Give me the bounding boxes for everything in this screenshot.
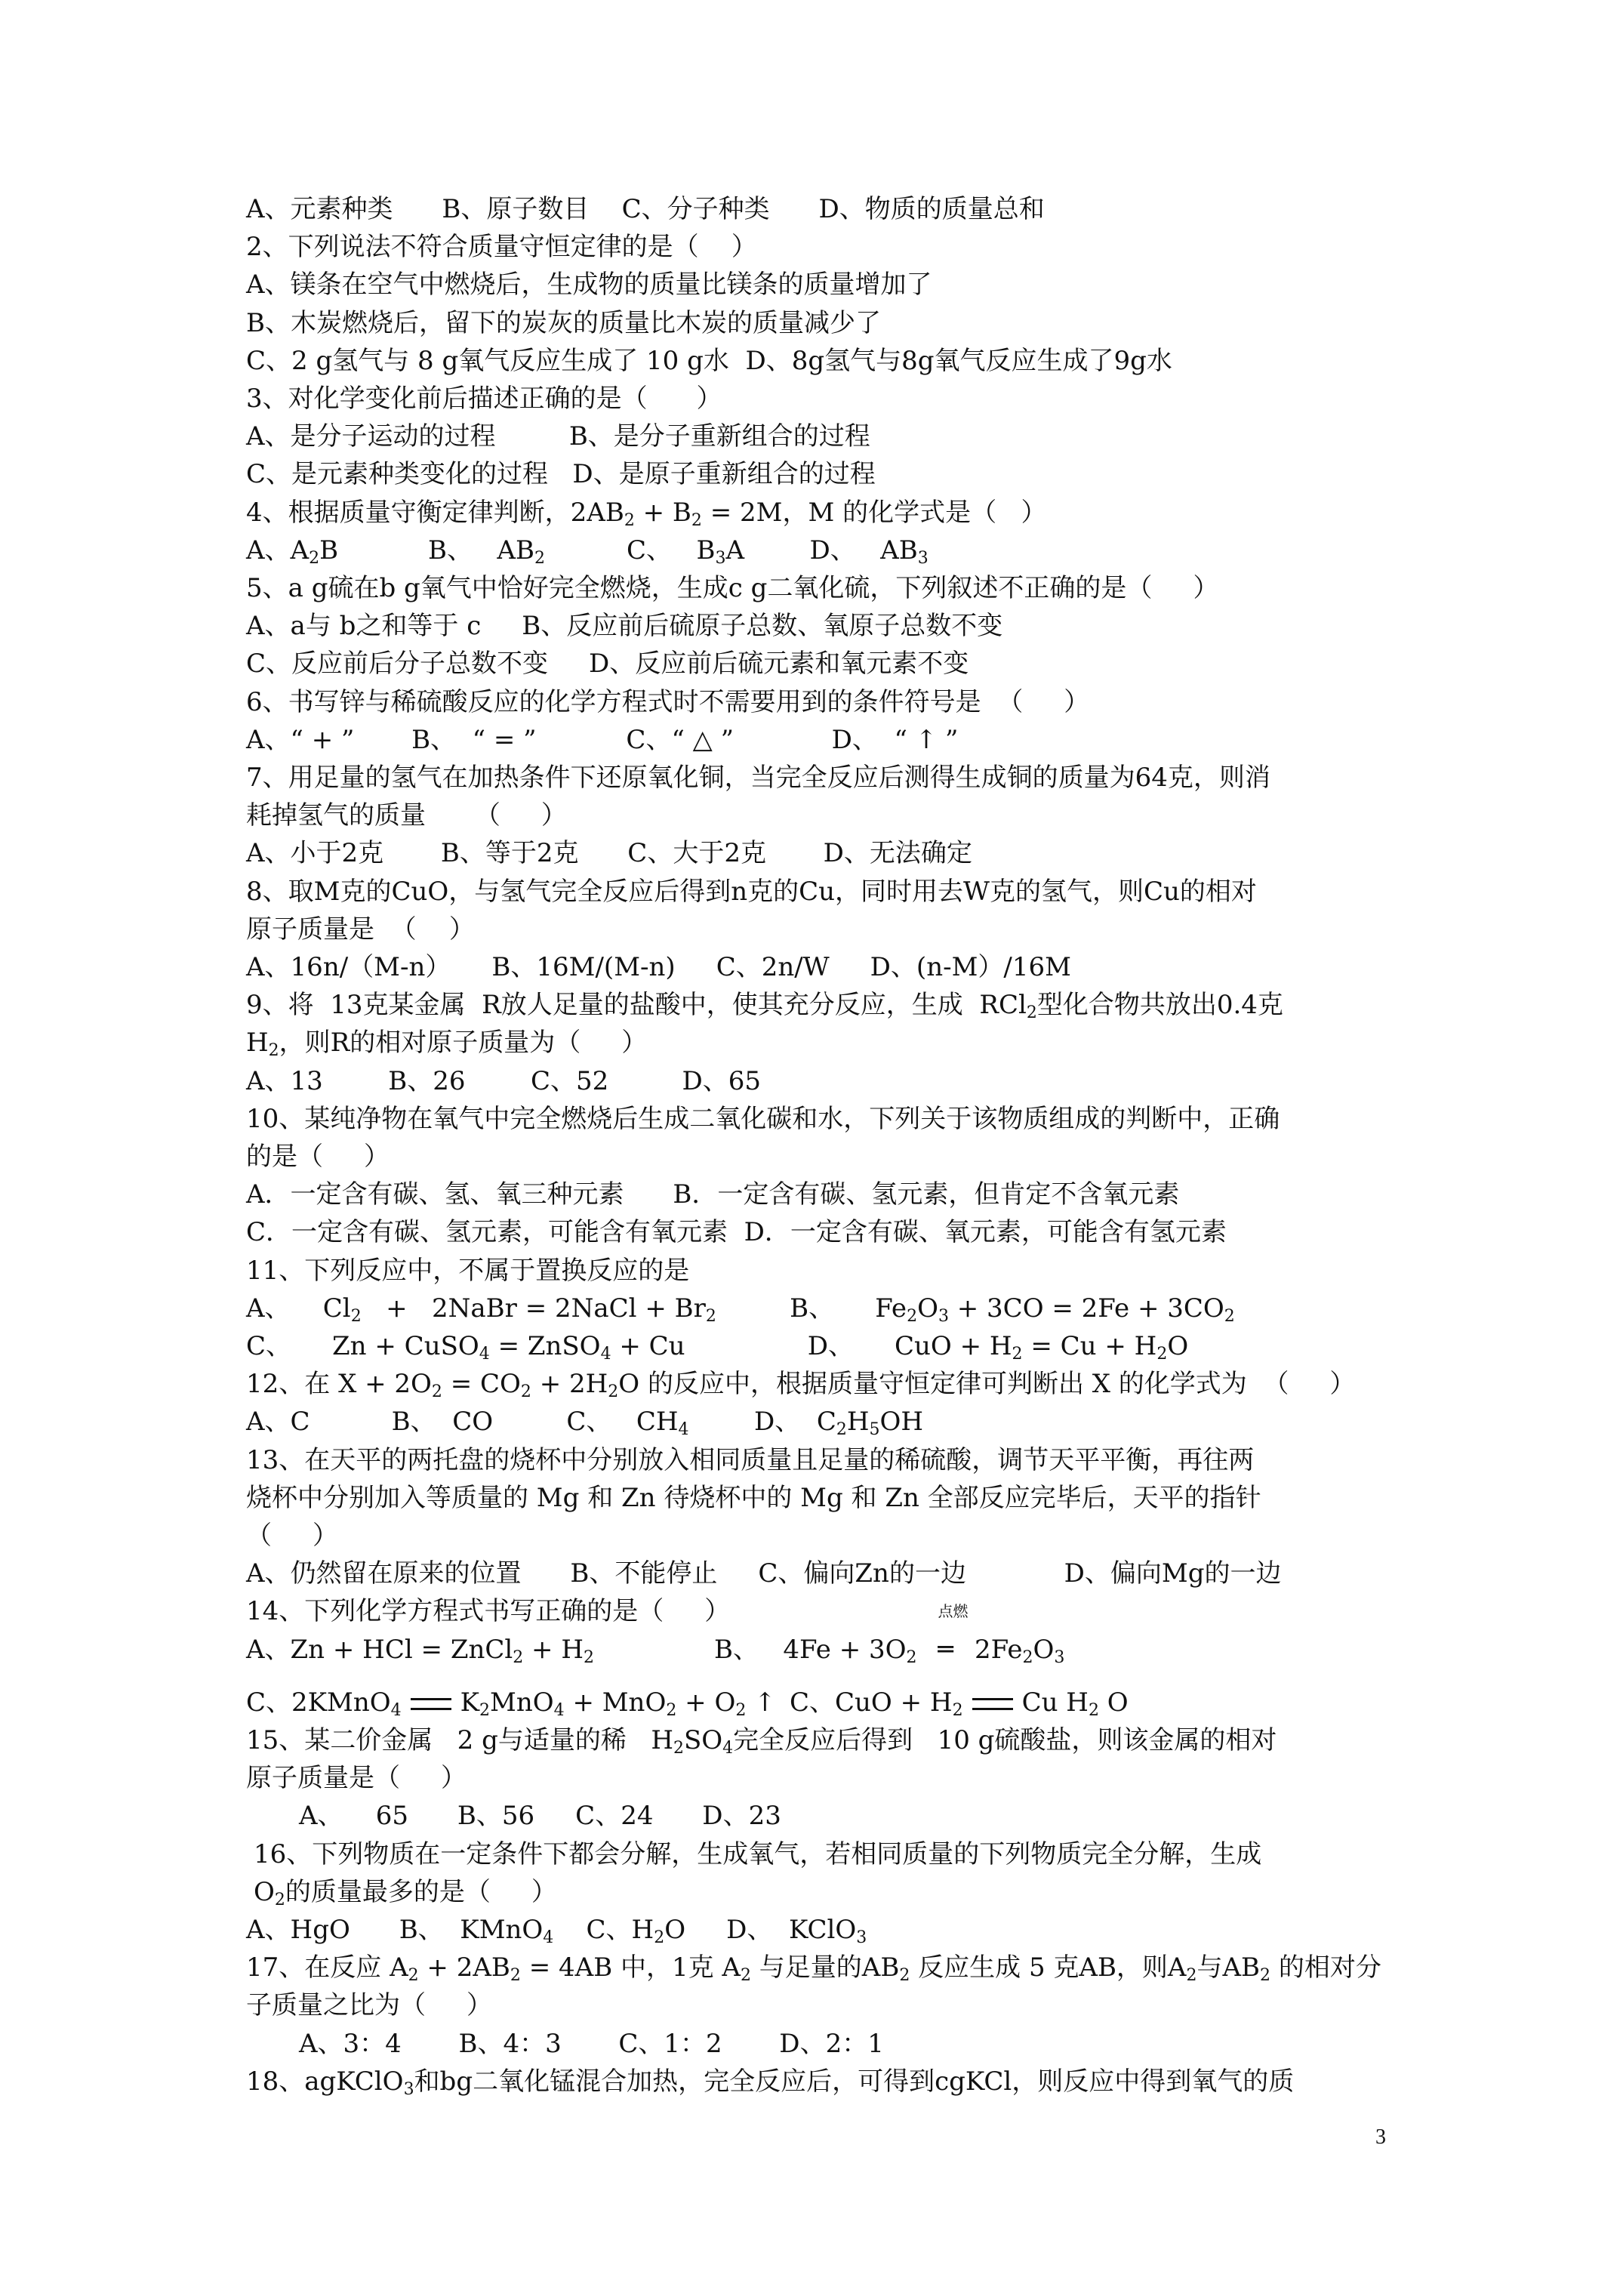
ignite-condition: 点燃: [938, 1601, 969, 1620]
text-line: 17、在反应 $A_2 + 2AB_2 = 4AB$ 中，1克 $A_2$ 与足量的$AB_2$ 反应生成 5 克AB，则$A_2$与$AB_2$ 的相对分: [246, 1952, 1381, 1986]
text-line: A、“ + ” B、 “ = ” C、“ △ ” D、 “ ↑ ”: [246, 724, 959, 755]
q14-option-b-rhs: $2Fe_2O_3$: [975, 1634, 1065, 1667]
text-line: A、 $Cl_2$ + 2NaBr = 2NaCl + $Br_2$ B、 $Fe_2O_3 + 3CO = 2Fe + 3CO_2$: [246, 1293, 1235, 1326]
text-line: 10、某纯净物在氧气中完全燃烧后生成二氧化碳和水，下列关于该物质组成的判断中，正确: [246, 1103, 1280, 1134]
q14-option-b: [714, 1601, 1065, 1670]
text-line: 9、将 13克某金属 R放人足量的盐酸中，使其充分反应，生成 RCl$_2$型化合物共放出0.4克: [246, 990, 1283, 1023]
text-line: C、反应前后分子总数不变 D、反应前后硫元素和氧元素不变: [246, 649, 969, 680]
text-line: 15、某二价金属 2 g与适量的稀 $H_2SO_4$完全反应后得到 10 g硫酸盐，则该金属的相对: [246, 1725, 1277, 1758]
text-line: 16、下列物质在一定条件下都会分解，生成氧气，若相同质量的下列物质完全分解，生成: [254, 1838, 1262, 1869]
text-line: 4、根据质量守衡定律判断，$2AB_2 + B_2 = 2M$，M 的化学式是（ ）: [246, 497, 1047, 530]
text-line: A、a与 b之和等于 c B、反应前后硫原子总数、氧原子总数不变: [246, 611, 1003, 642]
text-line: C、 Zn + CuSO$_4$ = ZnSO$_4$ + Cu D、 CuO + $H_2 = Cu + H_2O$: [246, 1331, 1189, 1364]
text-line: 耗掉氢气的质量 （ ）: [246, 800, 567, 831]
text-line: A．一定含有碳、氢、氧三种元素 B．一定含有碳、氢元素，但肯定不含氧元素: [246, 1179, 1180, 1210]
double-line-sign: [411, 1698, 451, 1710]
text-line: A、C B、 CO C、 $CH_4$ D、 $C_2H_5OH$: [246, 1407, 924, 1440]
page-number: 3: [1375, 2125, 1386, 2149]
text-line: A、小于2克 B、等于2克 C、大于2克 D、无法确定: [246, 838, 972, 869]
text-line: 2、下列说法不符合质量守恒定律的是（ ）: [246, 232, 757, 263]
text-line: 14、下列化学方程式书写正确的是（ ）: [246, 1596, 731, 1627]
q14-option-c: [246, 1687, 776, 1718]
text-line: 的是（ ）: [246, 1142, 390, 1172]
text-line: C、2 g氢气与 8 g氧气反应生成了 10 g水 D、8g氢气与8g氧气反应生成了9g水: [246, 345, 1172, 376]
text-line: 6、书写锌与稀硫酸反应的化学方程式时不需要用到的条件符号是 （ ）: [246, 686, 1090, 717]
text-line: 11、下列反应中，不属于置换反应的是: [246, 1255, 690, 1286]
text-line: 5、a g硫在b g氧气中恰好完全燃烧，生成c g二氧化硫，下列叙述不正确的是（ ）: [246, 573, 1219, 603]
text-line: 子质量之比为（ ）: [246, 1990, 493, 2021]
q14-option-d-lhs: C、CuO + $H_2$: [790, 1687, 963, 1720]
equal-sign: ═: [938, 1634, 953, 1665]
text-line: A、3：4 B、4：3 C、1：2 D、2：1: [299, 2028, 884, 2059]
q14-option-c-rhs: $K_2MnO_4 + MnO_2 + O_2$ ↑: [460, 1687, 776, 1720]
text-line: 7、用足量的氢气在加热条件下还原氧化铜，当完全反应后测得生成铜的质量为64克，则消: [246, 763, 1270, 793]
text-line: 原子质量是 （ ）: [246, 914, 475, 945]
q14-row-cd: [246, 1682, 1129, 1723]
text-line: 8、取M克的CuO，与氢气完全反应后得到n克的Cu，同时用去W克的氢气，则Cu的相对: [246, 876, 1257, 907]
text-line: 烧杯中分别加入等质量的 Mg 和 Zn 待烧杯中的 Mg 和 Zn 全部反应完毕后，天平的指针: [246, 1482, 1261, 1513]
q14-option-d-rhs: Cu $H_2$ O: [1021, 1687, 1129, 1720]
text-line: 原子质量是（ ）: [246, 1763, 467, 1794]
text-line: A、13 B、26 C、52 D、65: [246, 1065, 762, 1096]
q14-option-c-lhs: C、2KMnO$_4$: [246, 1687, 402, 1720]
text-line: （ ）: [246, 1521, 339, 1551]
q14-option-a: A、Zn + HCl = ZnCl$_2$ + $H_2$: [246, 1634, 594, 1667]
text-line: A、镁条在空气中燃烧后，生成物的质量比镁条的质量增加了: [246, 270, 932, 300]
text-line: 18、agKClO$_3$和bg二氧化锰混合加热，完全反应后，可得到cgKCl，则反应中得到氧气的质: [246, 2066, 1295, 2099]
text-line: 12、在 $X + 2O_2 = CO_2 + 2H_2O$ 的反应中，根据质量守恒定律可判断出 X 的化学式为 （ ）: [246, 1369, 1356, 1402]
text-line: A、是分子运动的过程 B、是分子重新组合的过程: [246, 421, 870, 452]
text-line: A、$A_2B$ B、 $AB_2$ C、 $B_3A$ D、 $AB_3$: [246, 535, 929, 568]
text-line: 3、对化学变化前后描述正确的是（ ）: [246, 384, 722, 414]
q14-option-d: [790, 1682, 1129, 1723]
q14-option-b-lhs: B、 $4Fe + 3O_2$: [714, 1634, 917, 1667]
text-line: A、HgO B、 KMnO$_4$ C、$H_2O$ D、 KClO$_3$: [246, 1915, 867, 1947]
text-line: $O_2$的质量最多的是（ ）: [254, 1876, 557, 1909]
text-line: A、仍然留在原来的位置 B、不能停止 C、偏向Zn的一边 D、偏向Mg的一边: [246, 1558, 1282, 1589]
double-line-sign: [972, 1698, 1013, 1710]
text-line: 13、在天平的两托盘的烧杯中分别放入相同质量且足量的稀硫酸，调节天平平衡，再往两: [246, 1444, 1255, 1475]
text-line: B、木炭燃烧后，留下的炭灰的质量比木炭的质量减少了: [246, 307, 881, 338]
text-line: C．一定含有碳、氢元素，可能含有氧元素 D．一定含有碳、氧元素，可能含有氢元素: [246, 1217, 1227, 1248]
text-line: C、是元素种类变化的过程 D、是原子重新组合的过程: [246, 459, 876, 490]
text-line: $H_2$，则R的相对原子质量为（ ）: [246, 1028, 648, 1061]
text-line: A、 65 B、56 C、24 D、23: [299, 1801, 781, 1832]
text-line: A、元素种类 B、原子数目 C、分子种类 D、物质的质量总和: [246, 194, 1045, 224]
text-line: A、16n/（M-n） B、16M/(M-n) C、2n/W D、(n-M）/16M: [246, 952, 1071, 982]
